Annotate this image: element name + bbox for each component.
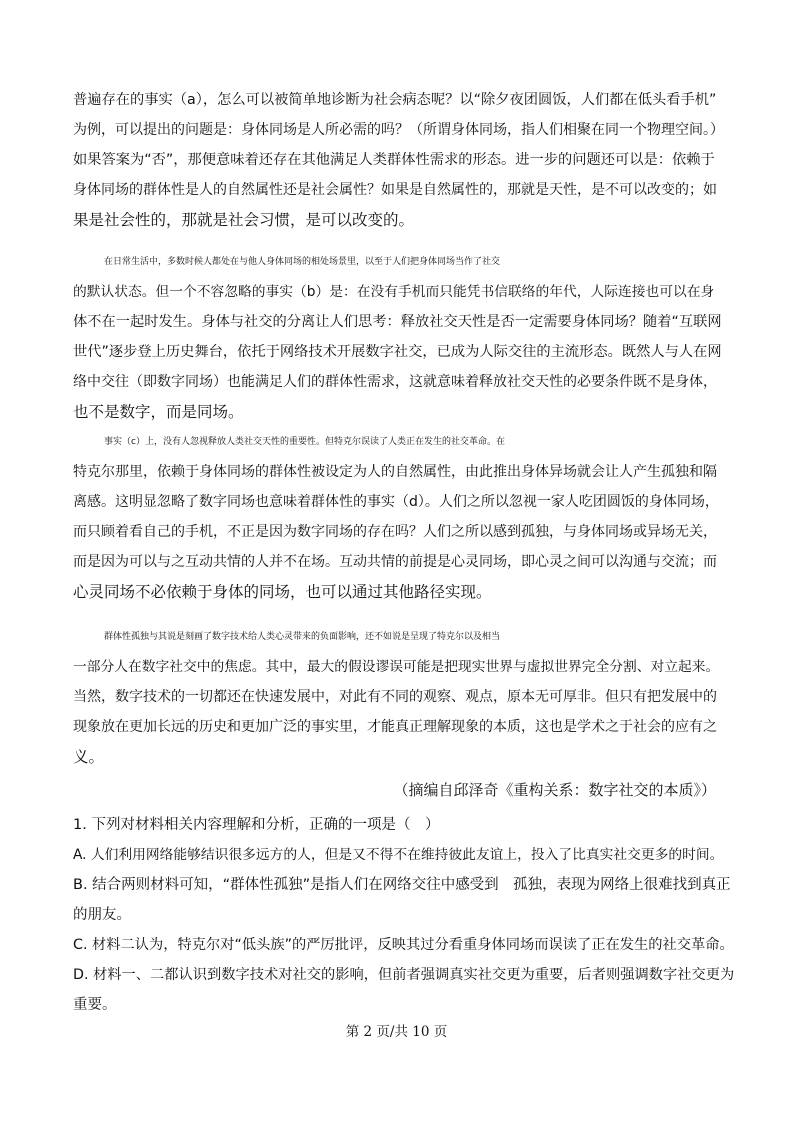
text-line: 体不在一起时发生。身体与社交的分离让人们思考：释放社交天性是否一定需要身体同场？随着“互联网 [73, 314, 722, 330]
option-d-continued: 重要。 [73, 997, 117, 1013]
question-1 [73, 810, 733, 1020]
text-line: 而只顾着看自己的手机，不正是因为数字同场的存在吗？人们之所以感到孤独，与身体同场或异场无关， [73, 524, 717, 540]
text-line: 义。 [73, 748, 105, 766]
text-line: 果是社会性的，那就是社会习惯，是可以改变的。 [73, 211, 415, 229]
paragraph-4 [73, 622, 723, 772]
text-line: 离感。这明显忽略了数字同场也意味着群体性的事实（d）。人们之所以忽视一家人吃团圆饭的身体同场， [73, 494, 719, 510]
option-b: B. 结合两则材料可知，“群体性孤独”是指人们在网络交往中感受到 孤独，表现为网络上很难找到真正 [73, 877, 731, 893]
question-stem: 1. 下列对材料相关内容理解和分析，正确的一项是（ ） [73, 817, 440, 833]
paragraph-1 [73, 85, 723, 235]
text-line: 而是因为可以与之互动共情的人并不在场。互动共情的前提是心灵同场，即心灵之间可以沟通与交流；而 [73, 554, 717, 570]
text-line: 在日常生活中，多数时候人都处在与他人身体同场的相处场景里，以至于人们把身体同场当作了社交 [104, 257, 501, 267]
text-line: 为例，可以提出的问题是：身体同场是人所必需的吗？（所谓身体同场，指人们相聚在同一个物理空间。） [73, 122, 724, 138]
option-b-continued: 的朋友。 [73, 907, 131, 923]
text-line: 世代”逐步登上历史舞台，依托于网络技术开展数字社交，已成为人际交往的主流形态。既然人与人在网 [73, 344, 722, 360]
option-a: A. 人们利用网络能够结识很多远方的人，但是又不得不在维持彼此友谊上，投入了比真实社交更多的时间。 [73, 847, 724, 863]
page-footer: 第 2 页/共 10 页 [345, 1024, 448, 1040]
text-line: 如果答案为“否”，那便意味着还存在其他满足人类群体性需求的形态。进一步的问题还可以是：依赖于 [73, 152, 715, 168]
text-line: 当然，数字技术的一切都还在快速发展中，对此有不同的观察、观点，原本无可厚非。但只有把发展中的 [73, 689, 717, 705]
text-line: 也不是数字，而是同场。 [73, 403, 244, 421]
text-line: 的默认状态。但一个不容忽略的事实（b）是：在没有手机而只能凭书信联络的年代，人际连接也可以在身 [73, 284, 715, 300]
text-line: 普遍存在的事实（a），怎么可以被简单地诊断为社会病态呢？以“除夕夜团圆饭，人们都在低头看手机” [73, 92, 717, 108]
source-citation: （摘编自邱泽奇《重构关系：数字社交的本质》） [393, 781, 716, 799]
paragraph-3 [73, 427, 723, 607]
text-line: 特克尔那里，依赖于身体同场的群体性被设定为人的自然属性，由此推出身体异场就会让人产生孤独和隔 [73, 464, 717, 480]
paragraph-2 [73, 247, 723, 427]
text-line: 身体同场的群体性是人的自然属性还是社会属性？如果是自然属性的，那就是天性，是不可以改变的；如 [73, 182, 717, 198]
option-c: C. 材料二认为，特克尔对“低头族”的严厉批评，反映其过分看重身体同场而误读了正在发生的社交革命。 [73, 937, 734, 953]
option-d: D. 材料一、二都认识到数字技术对社交的影响，但前者强调真实社交更为重要，后者则强调数字社交更为 [73, 967, 735, 983]
text-line: 心灵同场不必依赖于身体的同场，也可以通过其他路径实现。 [73, 583, 492, 601]
text-line: 络中交往（即数字同场）也能满足人们的群体性需求，这就意味着释放社交天性的必要条件既不是身体， [73, 374, 717, 390]
text-line: 事实（c）上，没有人忽视释放人类社交天性的重要性。但特克尔误读了人类正在发生的社交革命。在 [104, 437, 505, 447]
text-line: 一部分人在数字社交中的焦虑。其中，最大的假设谬误可能是把现实世界与虚拟世界完全分割、对立起来。 [73, 659, 720, 675]
text-line: 现象放在更加长远的历史和更加广泛的事实里，才能真正理解现象的本质，这也是学术之于社会的应有之 [73, 719, 717, 735]
text-line: 群体性孤独与其说是刻画了数字技术给人类心灵带来的负面影响，还不如说是呈现了特克尔以及相当 [104, 632, 501, 642]
